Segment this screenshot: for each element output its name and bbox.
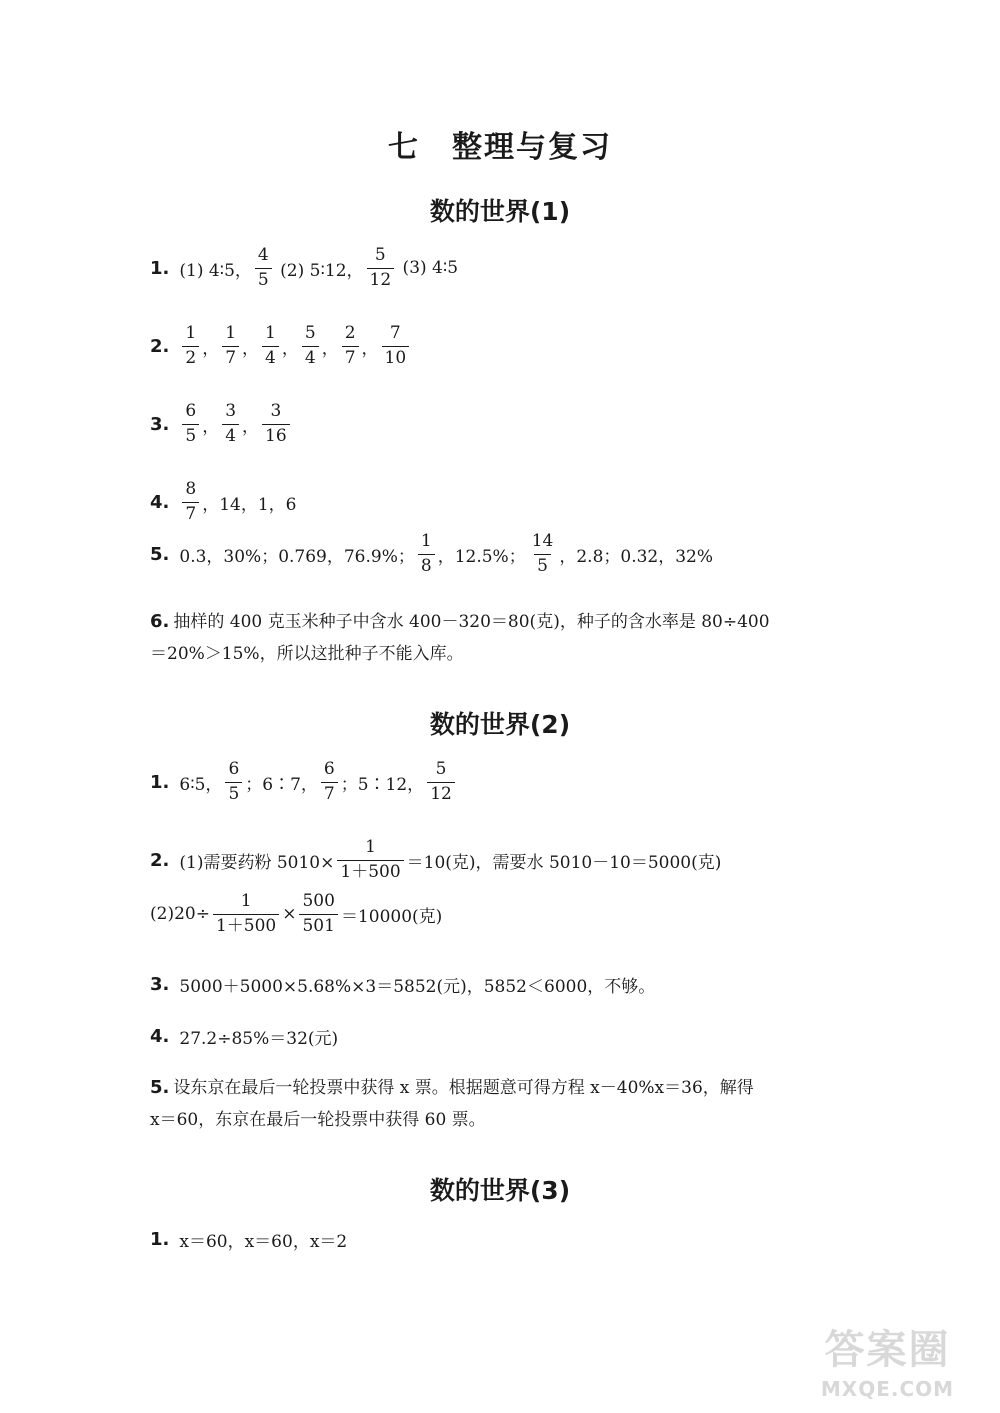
item-number: 1. <box>150 771 170 793</box>
answer-text: ＝10(克)，需要水 5010－10＝5000(克) <box>406 852 722 873</box>
answer-text: 设东京在最后一轮投票中获得 x 票。根据题意可得方程 x－40%x＝36，解得 <box>173 1078 754 1098</box>
numerator: 1 <box>225 323 237 343</box>
answer-1-1 <box>150 246 458 290</box>
numerator: 3 <box>270 401 282 421</box>
section-title-1: 数的世界(1) <box>429 197 571 226</box>
numerator: 6 <box>228 759 240 779</box>
answer-text: 6∶5， <box>179 774 223 795</box>
fraction <box>299 892 337 936</box>
denominator: 12 <box>427 782 455 805</box>
numerator: 6 <box>323 759 335 779</box>
numerator: 8 <box>185 479 197 499</box>
numerator: 1 <box>265 323 276 343</box>
item-number: 3. <box>150 974 170 995</box>
answer-text: 27.2÷85%＝32(元) <box>179 1029 339 1049</box>
separator: ， <box>242 416 260 437</box>
answer-text: ；5∶12， <box>340 774 425 795</box>
denominator: 10 <box>382 346 410 369</box>
fraction <box>367 246 395 290</box>
numerator: 1 <box>420 531 432 551</box>
fraction <box>182 402 199 446</box>
answer-2-1 <box>150 760 458 804</box>
numerator: 1 <box>185 323 197 343</box>
denominator: 7 <box>321 782 338 805</box>
item-number: 1. <box>150 1229 170 1250</box>
denominator: 8 <box>418 554 435 577</box>
numerator: 7 <box>389 323 401 343</box>
item-number: 5. <box>150 1077 170 1098</box>
answer-2-3 <box>150 972 655 997</box>
fraction <box>337 838 403 882</box>
answer-text: (3) 4∶5 <box>397 258 459 279</box>
fraction <box>225 760 242 804</box>
answer-2-2-part1 <box>150 838 721 882</box>
separator: ， <box>202 338 220 359</box>
denominator: 4 <box>222 424 239 447</box>
item-number: 1. <box>150 257 170 279</box>
numerator: 1 <box>365 837 376 857</box>
answer-text: ＝10000(克) <box>340 906 443 927</box>
denominator: 7 <box>342 346 359 369</box>
fraction <box>222 324 239 368</box>
answer-text: 抽样的 400 克玉米种子中含水 400－320＝80(克)，种子的含水率是 80÷400 <box>173 612 770 632</box>
answer-2-4 <box>150 1024 338 1049</box>
denominator: 5 <box>225 782 242 805</box>
answer-3-1 <box>150 1227 347 1252</box>
fraction <box>321 760 338 804</box>
section-title-2: 数的世界(2) <box>429 710 571 739</box>
answer-1-3 <box>150 402 293 446</box>
item-number: 5. <box>150 543 170 565</box>
numerator: 5 <box>374 245 386 265</box>
answer-text: ，12.5%； <box>437 546 526 567</box>
separator: ， <box>242 338 260 359</box>
denominator: 2 <box>182 346 199 369</box>
answer-2-2-part2 <box>150 892 442 936</box>
numerator: 2 <box>344 323 356 343</box>
denominator: 5 <box>182 424 199 447</box>
fraction <box>342 324 359 368</box>
denominator: 4 <box>302 346 319 369</box>
fraction <box>213 892 279 936</box>
item-number: 4. <box>150 1026 170 1047</box>
denominator: 12 <box>367 268 395 291</box>
answer-text: 5000＋5000×5.68%×3＝5852(元)，5852＜6000，不够。 <box>179 977 656 997</box>
item-number: 3. <box>150 413 170 435</box>
item-number: 4. <box>150 491 170 513</box>
fraction <box>529 532 557 576</box>
answer-text: ，14，1，6 <box>202 494 297 515</box>
numerator: 1 <box>240 891 252 911</box>
answer-text: ；6∶7， <box>245 774 318 795</box>
fraction <box>182 480 199 524</box>
answer-text: ，2.8；0.32，32% <box>559 546 714 567</box>
fraction <box>255 246 272 290</box>
fraction <box>302 324 319 368</box>
answer-text: (1) 4∶5， <box>179 260 252 281</box>
section-title-3: 数的世界(3) <box>429 1176 571 1205</box>
watermark-text: 答案圈 <box>824 1327 951 1373</box>
fraction <box>182 324 199 368</box>
denominator: 501 <box>299 914 337 937</box>
numerator: 4 <box>257 245 269 265</box>
answer-text: (2)20÷ <box>150 904 210 925</box>
item-number: 6. <box>150 611 170 632</box>
numerator: 5 <box>304 323 316 343</box>
denominator: 16 <box>262 424 290 447</box>
fraction <box>382 324 410 368</box>
numerator: 5 <box>435 759 447 779</box>
fraction <box>222 402 239 446</box>
answer-1-2 <box>150 324 412 368</box>
separator: ， <box>321 338 339 359</box>
separator: ， <box>202 416 220 437</box>
numerator: 14 <box>531 531 554 551</box>
fraction <box>262 402 290 446</box>
denominator: 1＋500 <box>213 914 279 937</box>
denominator: 1＋500 <box>337 860 403 883</box>
denominator: 7 <box>222 346 239 369</box>
denominator: 7 <box>182 502 199 525</box>
answer-text: 0.3，30%；0.769，76.9%； <box>179 546 415 567</box>
numerator: 6 <box>185 401 197 421</box>
item-number: 2. <box>150 335 170 357</box>
numerator: 3 <box>225 401 237 421</box>
answer-1-5 <box>150 532 713 576</box>
item-number: 2. <box>150 849 170 871</box>
answer-text: x＝60，x＝60，x＝2 <box>179 1232 348 1252</box>
watermark-logo <box>800 1318 975 1401</box>
numerator: 500 <box>302 891 335 911</box>
denominator: 5 <box>534 554 551 577</box>
separator: ， <box>281 338 299 359</box>
denominator: 4 <box>262 346 279 369</box>
denominator: 5 <box>255 268 272 291</box>
answer-2-5 <box>150 1072 860 1136</box>
answer-1-6 <box>150 606 860 670</box>
fraction <box>427 760 455 804</box>
fraction <box>262 324 279 368</box>
watermark-url: MXQE.COM <box>820 1377 955 1401</box>
fraction <box>418 532 435 576</box>
answer-text: (1)需要药粉 5010× <box>179 852 335 873</box>
answer-text: (2) 5∶12， <box>274 260 364 281</box>
answer-1-4 <box>150 480 296 524</box>
answer-text: x＝60，东京在最后一轮投票中获得 60 票。 <box>150 1110 486 1130</box>
chapter-title: 七 整理与复习 <box>388 130 612 165</box>
answer-text: × <box>282 904 297 925</box>
separator: ， <box>361 338 379 359</box>
answer-text: ＝20%＞15%，所以这批种子不能入库。 <box>150 644 464 664</box>
